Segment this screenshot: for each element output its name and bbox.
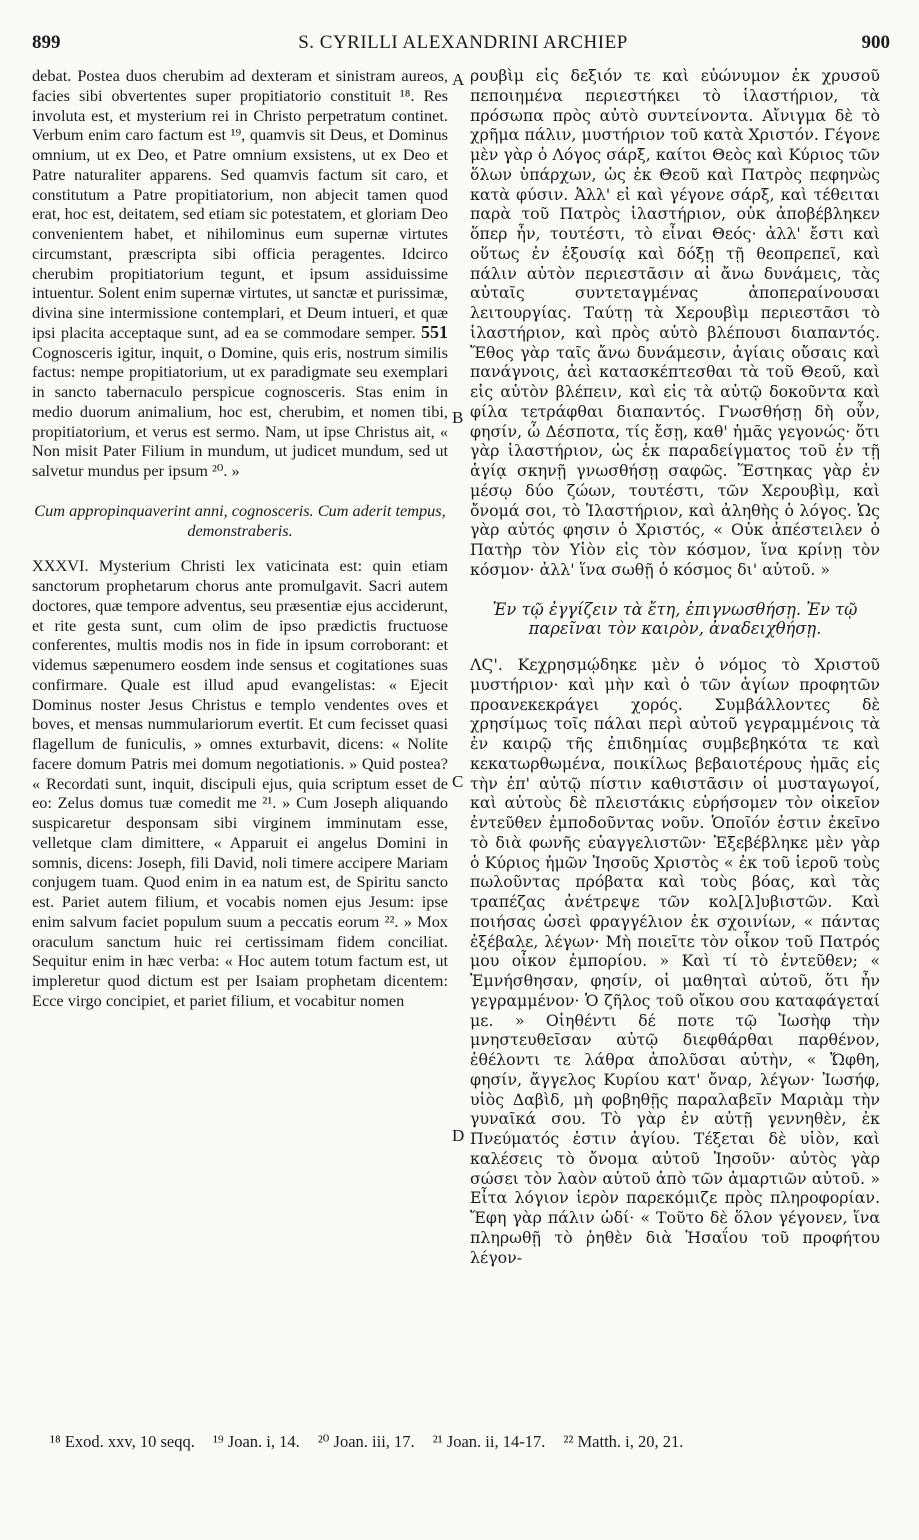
footnote: ²² Matth. i, 20, 21. — [563, 1432, 684, 1451]
latin-paragraph: XXXVI. Mysterium Christi lex vaticinata est: quin etiam sanctorum prophetarum chorus ante promulgavit. Sacri autem doctores, quæ tempore adventus, seu præsentiæ ejus acciderunt, et rite gesta sunt, cum olim de ipso prædictis fructuose conferentes, multis modis nos in fide in ipsum corroborant: et videmus sæpenumero eosdem inde sensus et cogitationes suas confirmare. Quale est illud apud evangelistas: « Ejecit Dominus noster Jesus Christus e templo vendentes oves et boves, et mensas nummulariorum evertit. Et cum fecisset quasi flagellum de funiculis, » omnes exturbavit, dicens: « Nolite facere domum Patris mei domum negotiationis. » Quid postea? « Recordati sunt, inquit, discipuli ejus, quia scriptum esset de eo: Zelus domus tuæ comedit me ²¹. » Cum Joseph aliquando suspicaretur desponsam sibi virginem imminutam esse, velletque clam dimittere, « Apparuit ei angelus Domini in somnis, dicens: Joseph, fili David, noli timere accipere Mariam conjugem tuam. Quod enim in ea natum est, de Spiritu sancto est. Pariet autem filium, et vocabis nomen ejus Jesum: ipse enim salvum faciet populum suum a peccatis eorum ²². » Mox oraculum sanctum huic rei certissimam fidem conciliat. Sequitur enim in hæc verba: « Hoc autem totum factum est, ut impleretur quod dictum est per Isaiam prophetam dicentem: Ecce virgo concipiet, et pariet filium, et vocabitur nomen — [32, 556, 448, 1010]
latin-column — [32, 66, 448, 1011]
section-marker: C — [452, 772, 464, 791]
column-number: 551 — [421, 321, 448, 342]
footnote: ²¹ Joan. ii, 14-17. — [432, 1432, 546, 1451]
page-number-left: 899 — [32, 32, 61, 53]
footnote: ¹⁸ Exod. xxv, 10 seqq. — [50, 1432, 195, 1451]
latin-lemma: Cum appropinquaverint anni, cognosceris. Cum aderit tempus, demonstraberis. — [34, 500, 446, 540]
footnote: ¹⁹ Joan. i, 14. — [212, 1432, 300, 1451]
section-marker: D — [452, 1126, 465, 1145]
latin-paragraph — [32, 66, 448, 481]
footnote: ²⁰ Joan. iii, 17. — [317, 1432, 415, 1451]
greek-lemma: Ἐν τῷ ἐγγίζειν τὰ ἔτη, ἐπιγνωσθήσῃ. Ἐν τῷ παρεῖναι τὸν καιρὸν, ἀναδειχθήσῃ. — [492, 599, 858, 639]
section-marker: A — [452, 70, 465, 89]
section-marker: B — [452, 408, 464, 427]
latin-paragraph-text: debat. Postea duos cherubim ad dexteram et sinistram aureos, facies sibi obvertentes super propitiatorio constituit ¹⁸. Res involuta est, et mysterium rei in Christo perpetratum continet. Verbum enim caro factum est ¹⁹, quamvis sit Deus, et Dominus omnium, ut ex Deo, et Patre omnium exsistens, ut ex Deo et Patre naturaliter apparens. Sed quamvis factum sit caro, et constitutum a Patre propitiatorium, non abjecit tamen quod erat, hoc est, deitatem, sed etiam sic potestatem, et gloriam Deo convenientem habet, et nihilominus eum supernæ virtutes circumstant, præscripta sibi officia peragentes. Idcirco cherubim propitiatorium tegunt, et ipsum assiduissime intuentur. Solent enim supernæ virtutes, ut sanctæ et purissimæ, divina sine intermissione contemplari, et Deum intueri, et quæ ipsi placita acceptaque sunt, ad ea se commodare semper. — [32, 66, 448, 342]
greek-column — [470, 66, 880, 1267]
footnotes — [50, 1432, 890, 1452]
page-number-right: 900 — [861, 32, 890, 53]
greek-paragraph: ρουβὶμ εἰς δεξιόν τε καὶ εὐώνυμον ἐκ χρυσοῦ πεποιημένα περιεστήκει τὸ ἱλαστήριον, τὰ πρόσωπα πρὸς αὐτὸ συντείνοντα. Αἴνιγμα δὲ τὸ χρῆμα πάλιν, μυστήριον τοῦ κατὰ Χριστόν. Γέγονε μὲν γὰρ ὁ Λόγος σάρξ, καίτοι Θεὸς καὶ Κύριος τῶν ὅλων ὑπάρχων, ὡς ἐκ Θεοῦ καὶ Πατρὸς πεφηνὼς κατὰ φύσιν. Ἀλλ' εἰ καὶ γέγονε σάρξ, καὶ τέθειται παρὰ τοῦ Πατρὸς ἱλαστήριον, οὐκ ἀποβέβληκεν ὅπερ ἦν, τουτέστι, τὸ εἶναι Θεός· ἀλλ' ἔστι καὶ οὕτως ἐν ἐξουσίᾳ καὶ δόξῃ τῇ θεοπρεπεῖ, καὶ πάλιν αὐτὸν περιεστᾶσιν αἱ ἄνω δυνάμεις, τὰς αὐταῖς συντεταγμένας ἀποπεραίνουσαι λειτουργίας. Ταύτῃ τὰ Χερουβὶμ περιεστᾶσι τὸ ἱλαστήριον, καὶ πρὸς αὐτὸ βλέπουσι διαπαντός. Ἔθος γὰρ ταῖς ἄνω δυνάμεσιν, ἁγίαις οὔσαις καὶ πανάγνοις, ἀεὶ κατασκέπτεσθαι τὰ τοῦ Θεοῦ, καὶ εἰς αὐτὸν βλέπειν, καὶ εἰς τὰ αὐτῷ δοκοῦντα καὶ φίλα τετράφθαι διαπαντός. Γνωσθήσῃ δὴ οὖν, φησίν, ὦ Δέσποτα, τίς ἔσῃ, καθ' ἡμᾶς γεγονώς· ὅτι γὰρ ἱλαστήριον, ὡς ἐκ παραδείγματος τοῦ ἐν τῇ ἁγίᾳ σκηνῇ γνωσθήσῃ σαφῶς. Ἕστηκας γὰρ ἐν μέσῳ δύο ζώων, τουτέστι, τῶν Χερουβὶμ, καὶ ὄνομά σοι, τὸ Ἱλαστήριον, καὶ ἀληθὴς ὁ λόγος. Ὡς γὰρ αὐτός φησιν ὁ Χριστός, « Οὐκ ἀπέστειλεν ὁ Πατὴρ τὸν Υἱὸν εἰς τὸν κόσμον, ἵνα κρίνῃ τὸν κόσμον· ἀλλ' ἵνα σωθῇ ὁ κόσμος δι' αὐτοῦ. » — [470, 66, 880, 579]
page-header — [32, 14, 894, 53]
running-title: S. CYRILLI ALEXANDRINI ARCHIEP — [298, 32, 628, 53]
greek-paragraph: ΛϚ'. Κεχρησμῴδηκε μὲν ὁ νόμος τὸ Χριστοῦ μυστήριον· καὶ μὴν καὶ ὁ τῶν ἁγίων προφητῶν προανεκεκράγει χορός. Συμβάλλοντες δὲ χρησίμως τοῖς πάλαι περὶ αὐτοῦ γεγραμμένοις τὰ ἐν καιρῷ τῆς ἐπιδημίας συμβεβηκότα τε καὶ κεκατωρθωμένα, ποικίλως βεβαιοτέρους ἡμᾶς εἰς τὴν ἐπ' αὐτῷ πίστιν καθιστᾶσιν οἱ μυσταγωγοί, καὶ αὐτοὺς δὲ πλειστάκις εὑρήσομεν τὸν οἰκεῖον ἐντεῦθεν ἐμποδοῦντας νοῦν. Ὁποῖόν ἐστιν ἐκεῖνο τὸ διὰ φωνῆς εὐαγγελιστῶν· Ἐξεβέβληκε μὲν γὰρ ὁ Κύριος ἡμῶν Ἰησοῦς Χριστὸς « ἐκ τοῦ ἱεροῦ τοὺς πωλοῦντας πρόβατα καὶ τοὺς βόας, καὶ τὰς τραπέζας ἀνέτρεψε τῶν κολ[λ]υβιστῶν. Καὶ ποιήσας ὡσεὶ φραγγέλιον ἐκ σχοινίων, « πάντας ἐξέβαλε, λέγων· Μὴ ποιεῖτε τὸν οἶκον τοῦ Πατρός μου οἶκον ἐμπορίου. » Καὶ τί τὸ ἐντεῦθεν; « Ἐμνήσθησαν, φησίν, οἱ μαθηταὶ αὐτοῦ, ὅτι ἦν γεγραμμένον· Ὁ ζῆλος τοῦ οἴκου σου καταφάγεταί με. » Οἰηθέντι δέ ποτε τῷ Ἰωσὴφ τὴν μνηστευθεῖσαν αὐτῷ διεφθάρθαι παρθένον, ἐθέλοντι τε λάθρα ἀπολῦσαι αὐτὴν, « Ὤφθη, φησίν, ἄγγελος Κυρίου κατ' ὄναρ, λέγων· Ἰωσήφ, υἱὸς Δαβὶδ, μὴ φοβηθῇς παραλαβεῖν Μαριὰμ τὴν γυναῖκά σου. Τὸ γὰρ ἐν αὐτῇ γεννηθὲν, ἐκ Πνεύματός ἐστιν ἁγίου. Τέξεται δὲ υἱὸν, καὶ καλέσεις τὸ ὄνομα αὐτοῦ Ἰησοῦν· αὐτὸς γὰρ σώσει τὸν λαὸν αὐτοῦ ἀπὸ τῶν ἁμαρτιῶν αὐτοῦ. » Εἶτα λόγιον ἱερὸν παρεκόμιζε πρὸς πληροφορίαν. Ἔφη γὰρ πάλιν ὡδί· « Τοῦτο δὲ ὅλον γέγονεν, ἵνα πληρωθῇ τὸ ῥηθὲν διὰ Ἡσαΐου τοῦ προφήτου λέγον- — [470, 655, 880, 1267]
latin-paragraph-text: Cognosceris igitur, inquit, o Domine, quis eris, nostrum similis factus: nempe propitiatorium, ut ex paradigmate seu exemplari in sancto tabernaculo perspicue cognosceris. Stas enim in medio duorum animalium, hoc est, cherubim, et nomen tibi, propitiatorium, et verus est sermo. Nam, ut ipse Christus ait, « Non misit Pater Filium in mundum, ut judicet mundum, sed ut salvetur mundus per ipsum ²⁰. » — [32, 342, 448, 480]
